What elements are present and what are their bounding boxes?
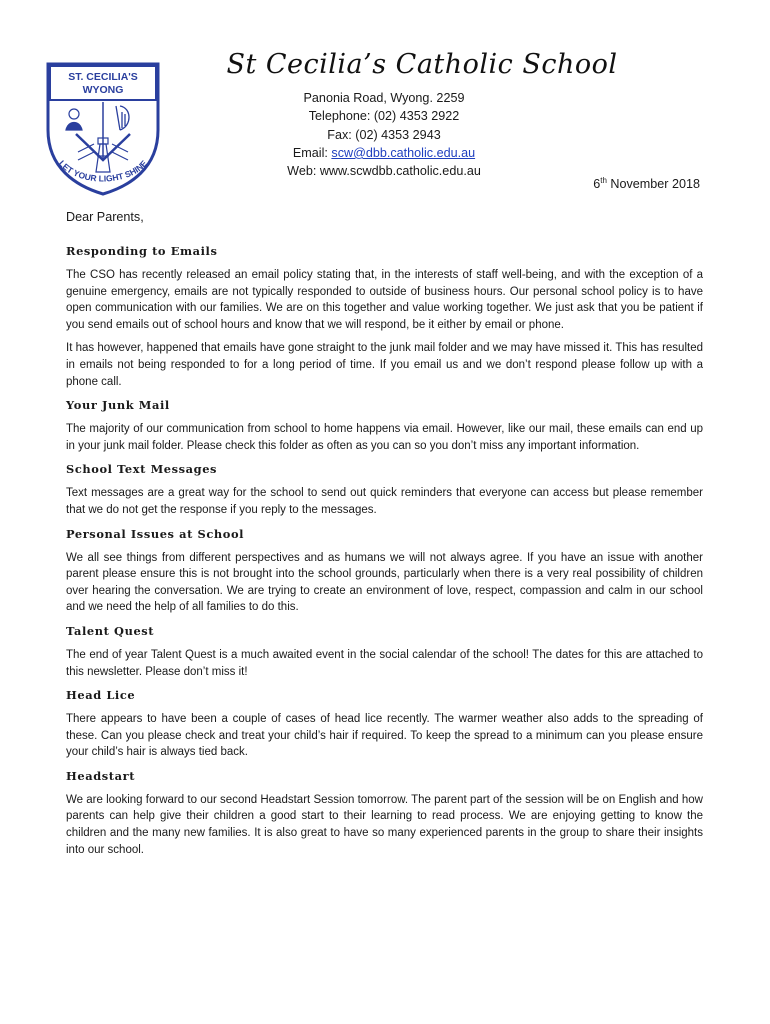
letter-body [66,244,703,866]
date-rest: November 2018 [606,177,700,191]
crest-motto: LET YOUR LIGHT SHINE [56,158,150,184]
paragraph: We are looking forward to our second Headstart Session tomorrow. The parent part of the session will be on English and how parents can help give their children a good start to their learning to read process. We are enjoying getting to know the children and the many new families. It is also great to have so many experienced parents in the group to share their insights into our school. [66,793,703,856]
email-label: Email: [292,145,332,160]
address-line: Panonia Road, Wyong. 2259 [303,91,465,105]
crest-top-text: ST. CECILIA'S [68,71,138,83]
section-title: Head Lice [66,688,136,703]
section-title: Headstart [66,768,136,783]
letter-date [593,177,700,191]
fax-line: Fax: (02) 4353 2943 [327,127,441,142]
email-line [200,144,568,162]
paragraph: We all see things from different perspectives and as humans we will not always agree. If you have an issue with another parent please ensure this is not brought into the school grounds, particularly when there is a very real possibility of children over hearing the conversation. We are trying to create an environment of love, respect, compassion and calm in our school and we need the help of all families to do this. [66,551,703,614]
section-personal-issues [66,527,703,616]
paragraph: Text messages are a great way for the school to send out quick reminders that everyone can access but please remember that we do not get the response if you reply to the messages. [66,487,703,516]
section-talent-quest [66,624,703,680]
letterhead-address-block [200,89,568,180]
date-day: 6 [593,177,601,191]
date-suffix: th [600,176,607,185]
email-link[interactable]: scw@dbb.catholic.edu.au [331,145,476,160]
section-responding-to-emails [66,244,703,390]
section-title: Personal Issues at School [66,526,245,541]
section-headstart [66,769,703,858]
section-title: Talent Quest [66,623,155,638]
paragraph: The CSO has recently released an email policy stating that, in the interests of staff well-being, and with the exception of a genuine emergency, emails are not typically responded to outside of business hours. Our personal school policy is to have open communication with our families. We are on this together and value working together. We just ask that you be patient if you send emails out of school hours and know that we will respond, be it either by email or phone. [66,269,703,331]
section-junk-mail [66,398,703,454]
section-title: School Text Messages [66,462,218,477]
paragraph: The end of year Talent Quest is a much awaited event in the social calendar of the school! The dates for this are attached to this newsletter. Please don’t miss it! [66,648,703,678]
telephone-line: Telephone: (02) 4353 2922 [308,109,460,124]
section-text-messages [66,462,703,518]
school-crest-logo [40,60,166,198]
paragraph: The majority of our communication from school to home happens via email. However, like our mail, these emails can end up in your junk mail folder. Please check this folder as often as you can so you don’t miss any important information. [66,423,703,452]
paragraph: There appears to have been a couple of cases of head lice recently. The warmer weather also adds to the spreading of these. Can you please check and treat your child’s hair if required. To keep the spread to a minimum can you please ensure your child’s hair is always tied back. [66,713,703,759]
salutation: Dear Parents, [66,210,144,224]
school-name: St Cecilia’s Catholic School [226,49,618,80]
paragraph: It has however, happened that emails have gone straight to the junk mail folder and we may have missed it. This has resulted in emails not being responded to for a long period of time. If you email us and we don’t respond please follow up with a phone call. [66,342,703,388]
section-title: Your Junk Mail [66,398,170,413]
section-title: Responding to Emails [66,244,218,258]
web-line: Web: www.scwdbb.catholic.edu.au [287,164,481,179]
crest-top-text2: WYONG [82,84,124,96]
section-head-lice [66,688,703,761]
